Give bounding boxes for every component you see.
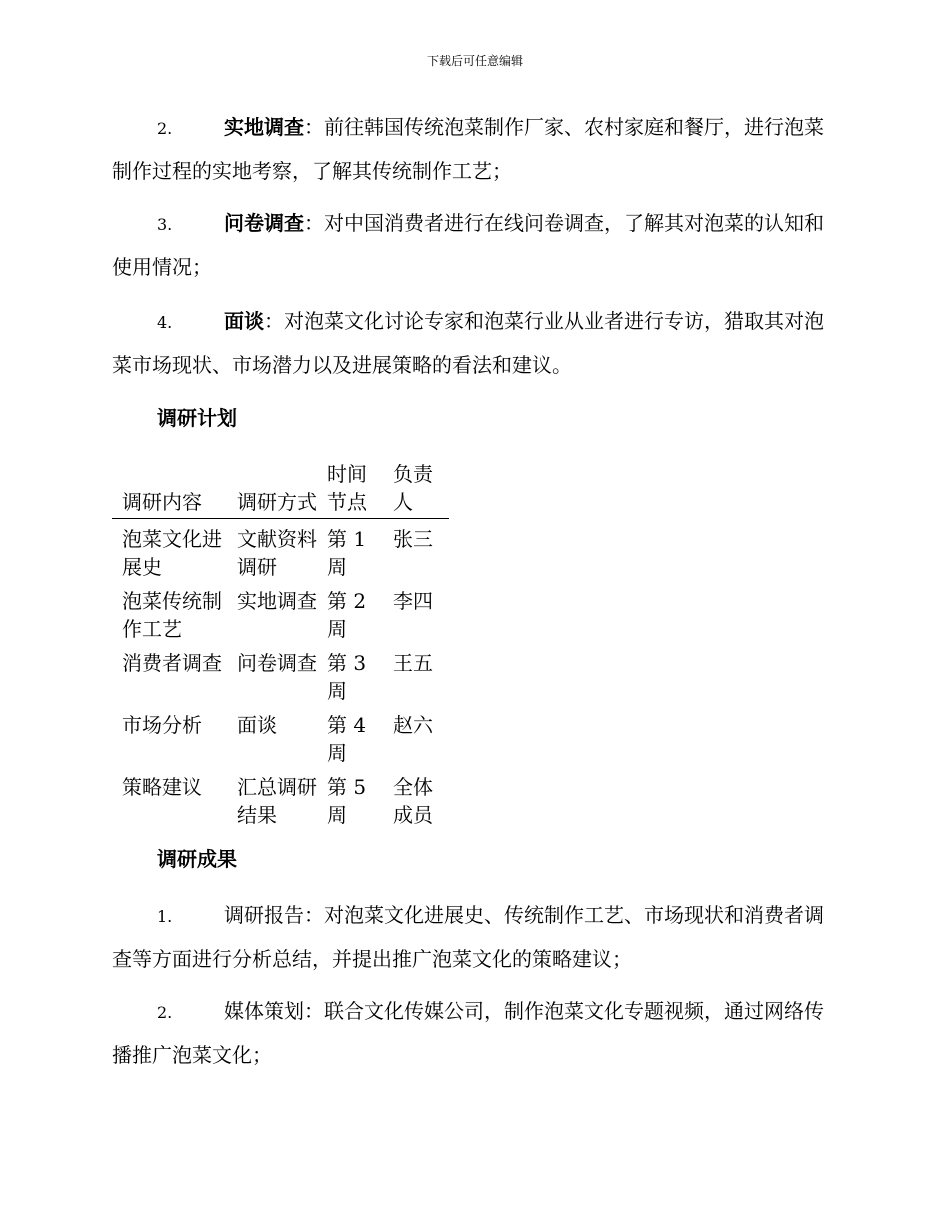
table-cell: 全体成员 xyxy=(393,775,433,827)
section-heading-results: 调研成果 xyxy=(157,847,237,871)
table-header-row xyxy=(112,460,449,519)
result-item xyxy=(112,894,832,980)
table-row xyxy=(112,705,449,767)
table-cell: 张三 xyxy=(393,527,433,551)
method-item xyxy=(112,300,832,386)
item-number: 4. xyxy=(157,313,173,332)
item-text: 调研报告：对泡菜文化进展史、传统制作工艺、市场现状和消费者调查等方面进行分析总结，并提出推广泡菜文化的策略建议； xyxy=(112,903,824,971)
item-number: 2. xyxy=(157,1003,173,1022)
table-row xyxy=(112,643,449,705)
table-cell: 实地调查 xyxy=(237,589,317,613)
item-term: 问卷调查 xyxy=(224,211,304,235)
method-item xyxy=(112,202,832,288)
item-number: 3. xyxy=(157,215,173,234)
item-number: 1. xyxy=(157,907,173,926)
column-header: 调研方式 xyxy=(227,460,317,519)
table-cell: 消费者调查 xyxy=(122,651,222,675)
item-text: ：对中国消费者进行在线问卷调查，了解其对泡菜的认知和使用情况； xyxy=(112,211,824,279)
table-cell: 第 5 周 xyxy=(327,775,367,827)
table-cell: 第 3 周 xyxy=(327,651,367,703)
table-cell: 第 4 周 xyxy=(327,713,367,765)
item-term: 实地调查 xyxy=(224,115,304,139)
table-cell: 策略建议 xyxy=(122,775,202,799)
table-cell: 泡菜文化进展史 xyxy=(122,527,222,579)
table-cell: 市场分析 xyxy=(122,713,202,737)
item-text: ：前往韩国传统泡菜制作厂家、农村家庭和餐厅，进行泡菜制作过程的实地考察，了解其传统制作工艺； xyxy=(112,115,824,183)
column-header: 调研内容 xyxy=(112,460,227,519)
table-cell: 文献资料调研 xyxy=(237,527,317,579)
table-row xyxy=(112,767,449,829)
result-item xyxy=(112,990,832,1076)
method-item xyxy=(112,106,832,192)
plan-table xyxy=(112,460,449,829)
table-cell: 第 1 周 xyxy=(327,527,367,579)
page-header: 下载后可任意编辑 xyxy=(426,54,523,68)
table-cell: 李四 xyxy=(393,589,433,613)
table-cell: 赵六 xyxy=(393,713,433,737)
table-row xyxy=(112,581,449,643)
table-cell: 王五 xyxy=(393,651,433,675)
column-header: 时间节点 xyxy=(317,460,383,519)
table-cell: 问卷调查 xyxy=(237,651,317,675)
table-cell: 面谈 xyxy=(237,713,277,737)
table-cell: 汇总调研结果 xyxy=(237,775,317,827)
table-cell: 泡菜传统制作工艺 xyxy=(122,589,222,641)
table-row xyxy=(112,519,449,582)
item-number: 2. xyxy=(157,119,173,138)
item-text: ：对泡菜文化讨论专家和泡菜行业从业者进行专访，猎取其对泡菜市场现状、市场潜力以及进展策略的看法和建议。 xyxy=(112,309,824,377)
item-term: 面谈 xyxy=(224,309,264,333)
table-cell: 第 2 周 xyxy=(327,589,367,641)
section-heading-plan: 调研计划 xyxy=(157,406,237,430)
column-header: 负责人 xyxy=(383,460,449,519)
item-text: 媒体策划：联合文化传媒公司，制作泡菜文化专题视频，通过网络传播推广泡菜文化； xyxy=(112,999,824,1067)
